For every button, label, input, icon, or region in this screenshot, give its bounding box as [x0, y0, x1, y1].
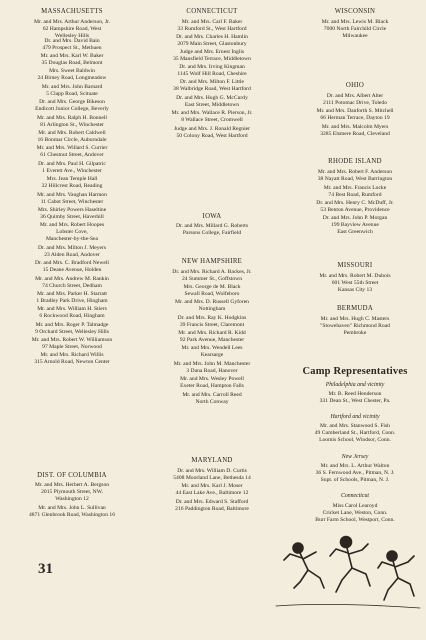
address-entry	[6, 53, 138, 67]
entry-address-line: 92 Park Avenue, Manchester	[179, 336, 245, 343]
entry-address-line: 2079 Main Street, Glastonbury	[177, 40, 247, 47]
page-number: 31	[38, 561, 53, 577]
entry-address-line: East Greenwich	[337, 228, 373, 235]
entry-name: Dr. and Mrs. Charles H. Hamlin	[176, 34, 248, 40]
entry-address-line: 5 Clapp Road, Scituate	[46, 90, 98, 97]
entry-address-line: 44 East Lake Ave., Baltimore 12	[175, 489, 249, 496]
address-entry	[144, 49, 280, 63]
entry-address-line: 38 Nayatt Road, West Barrington	[317, 175, 393, 182]
entry-name: Dr. and Mrs. Ray K. Hodgkins	[177, 315, 247, 321]
address-entry	[6, 115, 138, 129]
entry-name: Mr. and Mrs. Karl W. Baker	[40, 53, 104, 59]
entry-name: Mr. and Mrs. Robert F. Anderson	[317, 169, 393, 175]
entry-name: Dr. and Mrs. Millard G. Roberts	[175, 223, 249, 229]
entry-address-line: Burr Farm School, Westport, Conn.	[315, 516, 395, 523]
entry-address-line: 216 Paddington Road, Baltimore	[175, 505, 249, 512]
address-entry	[6, 130, 138, 144]
entry-address-line: 24 Birney Road, Longmeadow	[37, 74, 107, 81]
address-entry	[144, 361, 280, 375]
entry-name: Dr. and Mrs. William D. Curtis	[177, 468, 247, 474]
entry-name: Mr. and Mrs. John M. Manchester	[173, 361, 251, 367]
entry-name: Dr. and Mrs. Albert Alter	[326, 93, 384, 99]
entry-name: Dr. and Mrs. C. Bradford Newell	[35, 260, 109, 266]
address-entry	[6, 99, 138, 113]
entry-name: Mrs. Shirley Powers Haseltine	[37, 207, 107, 213]
address-entry	[144, 315, 280, 329]
address-entry	[144, 376, 280, 390]
entry-name: Mrs. Sweet Baldwin	[49, 68, 95, 74]
address-entry	[6, 291, 138, 305]
address-entry	[288, 185, 422, 199]
address-entry	[288, 108, 422, 122]
address-entry	[6, 352, 138, 366]
entry-address-line: 32 Hillcrest Road, Reading	[41, 182, 103, 189]
entry-address-line: 2015 Plymouth Street, NW.	[41, 488, 103, 495]
address-entry	[144, 126, 280, 140]
entry-address-line: 24 Summer St., Goffstown	[181, 275, 243, 282]
address-entry	[144, 330, 280, 344]
address-entry	[144, 95, 280, 109]
entry-address-line: 35 Douglas Road, Belmont	[41, 59, 103, 66]
entry-name: Mr. and Mrs. Robert W. Williamson	[31, 337, 113, 343]
entry-name: Mr. and Mrs. L. Arthur Walton	[320, 463, 390, 469]
entry-name: Dr. and Mrs. Edward S. Stafford	[175, 499, 249, 505]
state-heading: MISSOURI	[337, 262, 373, 269]
address-entry	[144, 392, 280, 406]
region-label: Hartford and vicinity	[330, 414, 380, 420]
address-entry	[288, 503, 422, 524]
entry-address-line: Exeter Road, Hampton Falls	[180, 382, 244, 389]
entry-name: Mr. and Mrs. Ralph H. Bonnell	[37, 115, 107, 121]
entry-address-line: Lobster Cove,	[56, 228, 88, 235]
entry-name: Mr. and Mrs. Carl F. Baker	[181, 19, 243, 25]
state-heading: MARYLAND	[191, 457, 233, 464]
entry-name: Judge and Mrs. J. Ronald Regnier	[174, 126, 250, 132]
entry-name: Mr. and Mrs. Karl J. Moser	[181, 483, 243, 489]
state-heading: RHODE ISLAND	[328, 158, 382, 165]
entry-address-line: 7000 North Fairchild Circle	[323, 25, 387, 32]
entry-name: Mr. and Mrs. Malcolm Myers	[321, 124, 389, 130]
entry-address-line: 61 Chestnut Street, Andover	[40, 151, 104, 158]
address-entry	[144, 284, 280, 298]
address-entry	[288, 19, 422, 40]
entry-name: Mr. and Mrs. John L. Sullivan	[38, 505, 106, 511]
entry-name: Mr. and Mrs. Francis Locke	[323, 185, 387, 191]
entry-name: Mr. and Mrs. Danforth S. Mitchell	[316, 108, 394, 114]
address-entry	[288, 169, 422, 183]
entry-name: Judge and Mrs. Ernest Inglis	[179, 49, 245, 55]
entry-address-line: Sewall Road, Wolfeboro	[184, 290, 240, 297]
address-entry	[6, 260, 138, 274]
entry-name: Mr. and Mrs. Wallace R. Pierson, Jr.	[171, 110, 253, 116]
entry-name: Mrs. George de M. Black	[183, 284, 241, 290]
address-entry	[6, 38, 138, 52]
entry-name: Mr. B. Reed Henderson	[328, 391, 382, 397]
entry-address-line: North Conway	[195, 398, 229, 405]
entry-address-line: 81 Arlington St., Winchester	[40, 121, 104, 128]
entry-address-line: 1 Everett Ave., Winchester	[42, 167, 102, 174]
entry-name: Mr. and Mrs. Hugh C. Masters	[320, 316, 390, 322]
address-entry	[6, 322, 138, 336]
entry-address-line: 3 Dana Road, Hanover	[186, 367, 238, 374]
address-entry	[6, 505, 138, 519]
entry-name: Mr. and Mrs. Willard S. Currier	[36, 145, 108, 151]
entry-name: Dr. and Mrs. Milton J. Meyers	[37, 245, 107, 251]
entry-address-line: Washington 12	[55, 495, 89, 502]
entry-name: Mr. and Mrs. Herbert A. Bergson	[34, 482, 110, 488]
entry-name: Mr. and Mrs. Carroll Reed	[182, 392, 242, 398]
entry-name: Mr. and Mrs. Andrew M. Rankin	[35, 276, 109, 282]
entry-name: Dr. and Mrs. David Bain	[44, 38, 100, 44]
entry-name: Mr. and Mrs. Stanwood S. Fish	[320, 423, 390, 429]
entry-address-line: 36 Quimby Street, Haverhill	[40, 213, 104, 220]
entry-address-line: Wellesley Hills	[54, 32, 90, 39]
entry-address-line: 35 Mansfield Terrace, Middletown	[173, 55, 251, 62]
entry-address-line: 66 Herman Terrace, Dayton 19	[320, 114, 390, 121]
address-entry	[288, 124, 422, 138]
address-entry	[288, 215, 422, 236]
state-heading: IOWA	[202, 213, 222, 220]
entry-address-line: 4871 Glenbrook Road, Washington 16	[29, 511, 115, 518]
running-children-illustration	[272, 522, 424, 618]
address-entry	[144, 299, 280, 313]
address-entry	[6, 84, 138, 98]
entry-name: Mr. and Mrs. Roger P. Talmadge	[35, 322, 109, 328]
address-entry	[6, 245, 138, 259]
entry-name: Dr. and Mrs. Paul H. Gilpatric	[38, 161, 106, 167]
entry-name: Dr. and Mrs. George Bikeson	[39, 99, 105, 105]
address-entry	[144, 34, 280, 48]
address-entry	[144, 483, 280, 497]
entry-address-line: 15 Deane Avenue, Holden	[42, 266, 102, 273]
entry-address-line: Supt. of Schools, Pitman, N. J.	[320, 476, 390, 483]
entry-name: Mr. and Mrs. Arthur Anderson, Jr.	[34, 19, 110, 25]
state-heading: OHIO	[345, 82, 365, 89]
entry-address-line: 2111 Potomac Drive, Toledo	[322, 99, 388, 106]
entry-address-line: Cricket Lane, Weston, Conn.	[322, 509, 388, 516]
entry-address-line: 50 Colony Road, West Hartford	[176, 132, 248, 139]
region-label: Philadelphia and vicinity	[325, 382, 385, 388]
address-entry	[6, 161, 138, 175]
entry-name: Mr. and Mrs. D. Russell Gyforen	[175, 299, 249, 305]
entry-address-line: 39 Francis Street, Claremont	[179, 321, 245, 328]
entry-address-line: 97 Maple Street, Norwood	[42, 343, 102, 350]
entry-name: Mr. and Mrs. Vaughan Harmon	[37, 192, 107, 198]
state-heading: DIST. OF COLUMBIA	[37, 472, 107, 479]
entry-address-line: Manchester-by-the-Sea	[45, 235, 99, 242]
entry-name: Mr. and Mrs. Robert M. Dubois	[319, 273, 391, 279]
entry-address-line: Kansas City 13	[337, 286, 373, 293]
entry-address-line: Pembroke	[343, 329, 367, 336]
entry-name: Dr. and Mrs. Hugh G. McCurdy	[176, 95, 248, 101]
address-entry	[288, 93, 422, 107]
address-entry	[288, 273, 422, 294]
entry-address-line: Parsons College, Fairfield	[182, 229, 242, 236]
address-entry	[6, 337, 138, 351]
entry-address-line: 601 West 55th Street	[331, 279, 379, 286]
address-entry	[144, 223, 280, 237]
entry-address-line: 53 Benton Avenue, Providence	[320, 206, 390, 213]
entry-name: Mr. and Mrs. Robert Hoopes	[39, 222, 105, 228]
entry-name: Mr. and Mrs. William H. Stiers	[37, 306, 107, 312]
entry-address-line: 199 Bayview Avenue	[331, 221, 379, 228]
state-heading: BERMUDA	[336, 305, 374, 312]
entry-address-line: 3285 Elsmere Road, Cleveland	[320, 130, 390, 137]
entry-name: Mr. and Mrs. Parker H. Starratt	[37, 291, 107, 297]
entry-address-line: 8 Wallace Street, Cromwell	[181, 116, 243, 123]
entry-address-line: 23 Alden Road, Andover	[44, 251, 100, 258]
address-entry	[6, 68, 138, 82]
entry-address-line: 331 Dean St., West Chester, Pa.	[319, 397, 391, 404]
address-entry	[144, 110, 280, 124]
entry-name: Miss Carol Learoyd	[332, 503, 378, 509]
entry-name: Dr. and Mrs. Milton F. Little	[180, 79, 244, 85]
entry-name: Mr. and Mrs. John Barnard	[41, 84, 103, 90]
entry-address-line: 62 Hampshire Road, West	[42, 25, 102, 32]
entry-name: Dr. and Mrs. John P. Morgan	[322, 215, 388, 221]
entry-address-line: Nottingham	[198, 305, 226, 312]
address-entry	[6, 145, 138, 159]
address-entry	[144, 468, 280, 482]
camp-representatives-heading: Camp Representatives	[302, 366, 408, 377]
entry-address-line: 33 Rumford St., West Hartford	[177, 25, 247, 32]
entry-address-line: 36 S. Fernwood Ave., Pitman, N. J.	[315, 469, 395, 476]
entry-name: Dr. and Mrs. Henry C. McDuff, Jr.	[316, 200, 394, 206]
entry-address-line: 74 Best Road, Rumford	[328, 191, 382, 198]
address-entry	[144, 79, 280, 93]
entry-address-line: East Street, Middletown	[184, 101, 240, 108]
entry-address-line: 315 Arnold Road, Newton Center	[34, 358, 110, 365]
entry-name: Dr. and Mrs. Richard A. Backes, Jr.	[172, 269, 252, 275]
entry-address-line: Loomis School, Windsor, Conn.	[319, 436, 391, 443]
entry-address-line: 74 Church Street, Dedham	[42, 282, 102, 289]
address-entry	[6, 176, 138, 190]
entry-name: Mr. and Mrs. Lewis M. Black	[321, 19, 389, 25]
entry-name: Mrs. Jean Temple Hall	[46, 176, 98, 182]
entry-address-line: "Stowehaven" Richmond Road	[320, 322, 390, 329]
address-entry	[6, 192, 138, 206]
entry-name: Mr. and Mrs. Wesley Powell	[180, 376, 244, 382]
address-entry	[144, 64, 280, 78]
entry-name: Dr. and Mrs. Irving Kingman	[179, 64, 245, 70]
entry-address-line: Endicott Junior College, Beverly	[35, 105, 109, 112]
state-heading: CONNECTICUT	[186, 8, 238, 15]
entry-address-line: 9 Orchard Street, Wellesley Hills	[35, 328, 109, 335]
address-entry	[6, 482, 138, 503]
entry-address-line: Kearsarge	[200, 351, 224, 358]
address-entry	[288, 391, 422, 405]
address-entry	[288, 200, 422, 214]
address-entry	[6, 276, 138, 290]
entry-address-line: 1145 Wolf Hill Road, Cheshire	[177, 70, 247, 77]
entry-address-line: Milwaukee	[342, 32, 368, 39]
entry-address-line: 5408 Moorland Lane, Bethesda 14	[173, 474, 251, 481]
address-entry	[288, 463, 422, 484]
entry-address-line: 11 Cabot Street, Winchester	[40, 198, 104, 205]
address-entry	[6, 222, 138, 243]
address-entry	[288, 316, 422, 337]
entry-address-line: 49 Cumberland St., Hartford, Conn.	[314, 429, 396, 436]
entry-address-line: 479 Prospect St., Methuen	[42, 44, 102, 51]
address-entry	[144, 499, 280, 513]
address-entry	[6, 306, 138, 320]
entry-name: Mr. and Mrs. Wendell Lees	[181, 345, 243, 351]
entry-address-line: 38 Walbridge Road, West Hartford	[173, 85, 251, 92]
address-entry	[288, 423, 422, 444]
address-entry	[144, 345, 280, 359]
entry-address-line: 6 Rockwood Road, Hingham	[39, 312, 105, 319]
state-heading: NEW HAMPSHIRE	[181, 258, 243, 265]
address-entry	[6, 19, 138, 40]
entry-name: Mr. and Mrs. Robert Caldwell	[38, 130, 106, 136]
state-heading: MASSACHUSETTS	[41, 8, 103, 15]
entry-name: Mr. and Mrs. Richard R. Kidd	[178, 330, 246, 336]
region-label: New Jersey	[341, 454, 369, 460]
entry-address-line: 1 Bradley Park Drive, Hingham	[36, 297, 108, 304]
state-heading: WISCONSIN	[334, 8, 376, 15]
entry-name: Mr. and Mrs. Richard Willis	[40, 352, 104, 358]
address-entry	[144, 269, 280, 283]
address-entry	[144, 19, 280, 33]
entry-address-line: 16 Bonmar Circle, Auburndale	[37, 136, 107, 143]
address-entry	[6, 207, 138, 221]
region-label: Connecticut	[340, 493, 369, 499]
